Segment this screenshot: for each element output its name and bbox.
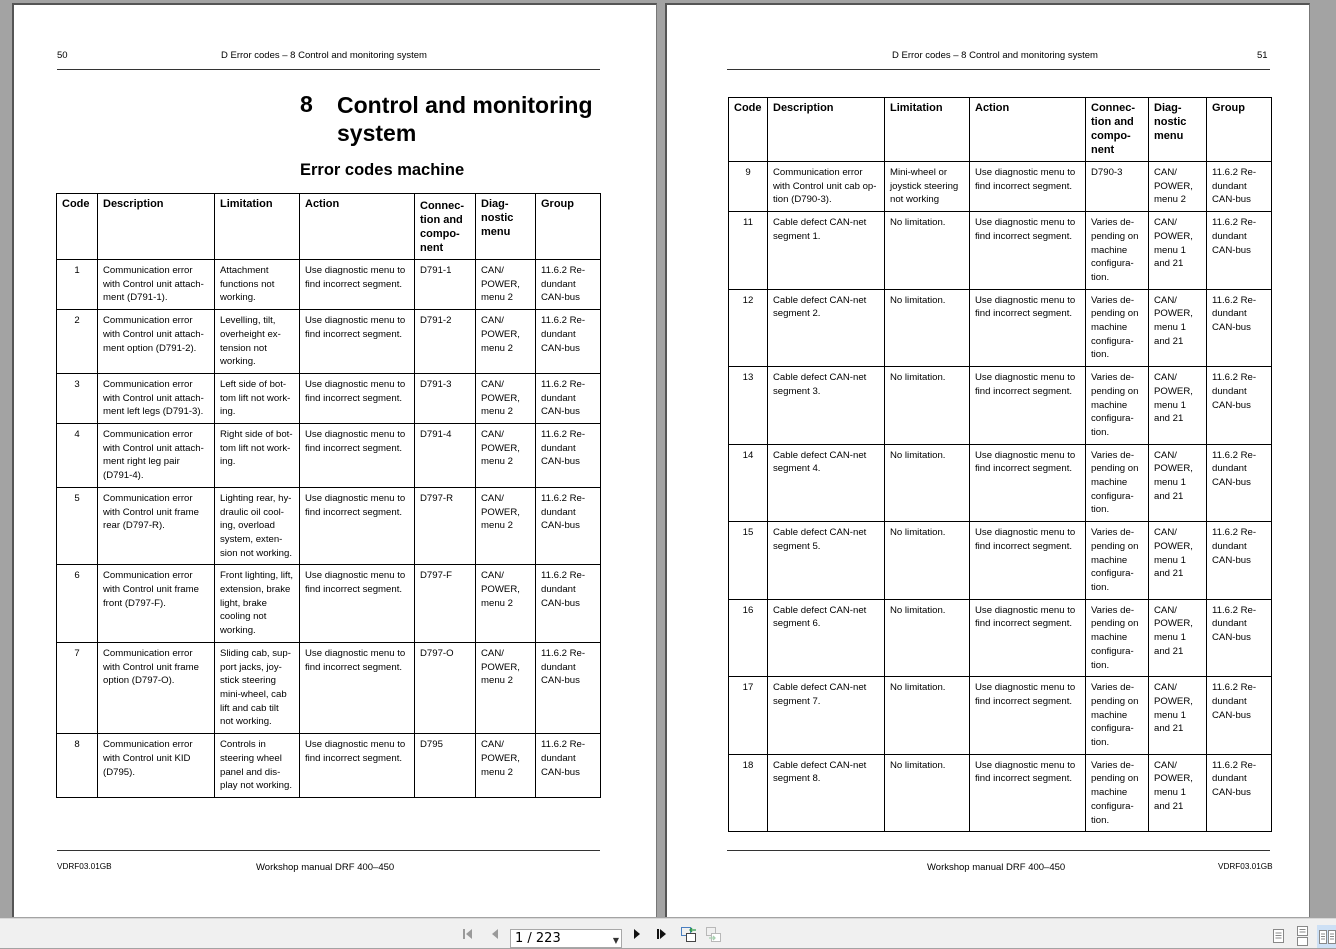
cell-code: 2: [57, 310, 98, 374]
cell-description: Communication error with Control unit attach-ment left legs (D791-3).: [98, 373, 215, 423]
previous-page-icon: [488, 927, 502, 941]
cell-diagnostic-menu: CAN/ POWER, menu 2: [476, 424, 536, 488]
cell-diagnostic-menu: CAN/ POWER, menu 1 and 21: [1149, 599, 1207, 677]
chapter-number: 8: [300, 91, 313, 117]
cell-diagnostic-menu: CAN/ POWER, menu 2: [1149, 162, 1207, 212]
table-row: [729, 522, 1272, 600]
first-page-button[interactable]: [460, 925, 478, 943]
footer-rule: [57, 850, 600, 851]
cell-description: Cable defect CAN-net segment 8.: [768, 754, 885, 832]
column-header-action: Action: [300, 194, 415, 260]
cell-limitation: No limitation.: [885, 367, 970, 445]
cell-code: 18: [729, 754, 768, 832]
cell-connection: Varies de-pending on machine configura-tion.: [1086, 754, 1149, 832]
cell-description: Communication error with Control unit attach-ment (D791-1).: [98, 260, 215, 310]
footer-document-code: VDRF03.01GB: [57, 862, 112, 871]
chapter-title: Control and monitoring system: [337, 92, 593, 146]
cell-code: 7: [57, 642, 98, 733]
column-header-code: Code: [729, 98, 768, 162]
next-page-icon: [630, 927, 644, 941]
column-header-action: Action: [970, 98, 1086, 162]
column-header-limitation: Limitation: [885, 98, 970, 162]
cell-action: Use diagnostic menu to find incorrect segment.: [970, 677, 1086, 755]
cell-description: Communication error with Control unit frame rear (D797-R).: [98, 487, 215, 565]
cell-action: Use diagnostic menu to find incorrect segment.: [300, 734, 415, 798]
next-page-button[interactable]: [628, 925, 646, 943]
page-number-input[interactable]: [510, 929, 622, 948]
footer-document-code: VDRF03.01GB: [1218, 862, 1273, 871]
table-row: [57, 373, 601, 423]
cell-action: Use diagnostic menu to find incorrect segment.: [970, 522, 1086, 600]
table-header-row: [57, 194, 601, 260]
cell-code: 11: [729, 212, 768, 290]
cell-diagnostic-menu: CAN/ POWER, menu 2: [476, 565, 536, 643]
two-page-view-icon: [1318, 928, 1336, 946]
cell-action: Use diagnostic menu to find incorrect segment.: [970, 367, 1086, 445]
document-page-left: [12, 3, 657, 917]
table-row: [729, 289, 1272, 367]
cell-limitation: No limitation.: [885, 754, 970, 832]
cell-description: Communication error with Control unit attach-ment right leg pair (D791-4).: [98, 424, 215, 488]
go-back-view-button[interactable]: [680, 925, 698, 943]
table-row: [729, 677, 1272, 755]
cell-diagnostic-menu: CAN/ POWER, menu 1 and 21: [1149, 212, 1207, 290]
table-row: [729, 162, 1272, 212]
cell-code: 13: [729, 367, 768, 445]
cell-code: 5: [57, 487, 98, 565]
cell-description: Cable defect CAN-net segment 5.: [768, 522, 885, 600]
cell-code: 4: [57, 424, 98, 488]
table-row: [57, 260, 601, 310]
cell-description: Cable defect CAN-net segment 7.: [768, 677, 885, 755]
table-header-row: [729, 98, 1272, 162]
column-header-code: Code: [57, 194, 98, 260]
cell-code: 12: [729, 289, 768, 367]
column-header-connection: [415, 194, 476, 260]
column-header-diagnostic-menu: Diag-nostic menu: [476, 194, 536, 260]
cell-description: Cable defect CAN-net segment 3.: [768, 367, 885, 445]
cell-diagnostic-menu: CAN/ POWER, menu 1 and 21: [1149, 522, 1207, 600]
cell-description: Communication error with Control unit frame front (D797-F).: [98, 565, 215, 643]
cell-diagnostic-menu: CAN/ POWER, menu 2: [476, 734, 536, 798]
error-codes-table: [56, 193, 601, 798]
table-row: [57, 487, 601, 565]
cell-group: 11.6.2 Re-dundant CAN-bus: [1207, 162, 1272, 212]
go-back-view-icon: [680, 925, 698, 943]
cell-diagnostic-menu: CAN/ POWER, menu 2: [476, 373, 536, 423]
cell-action: Use diagnostic menu to find incorrect segment.: [970, 444, 1086, 522]
cell-description: Communication error with Control unit attach-ment option (D791-2).: [98, 310, 215, 374]
two-page-view-button[interactable]: [1317, 925, 1336, 948]
cell-code: 8: [57, 734, 98, 798]
cell-description: Communication error with Control unit cab op-tion (D790-3).: [768, 162, 885, 212]
cell-action: Use diagnostic menu to find incorrect segment.: [300, 565, 415, 643]
cell-diagnostic-menu: CAN/ POWER, menu 1 and 21: [1149, 677, 1207, 755]
go-forward-view-icon: [705, 925, 723, 943]
cell-group: 11.6.2 Re-dundant CAN-bus: [536, 260, 601, 310]
table-row: [57, 310, 601, 374]
cell-limitation: Attachment functions not working.: [215, 260, 300, 310]
page-number: 51: [1257, 50, 1268, 61]
table-row: [729, 212, 1272, 290]
cell-diagnostic-menu: CAN/ POWER, menu 2: [476, 642, 536, 733]
first-page-icon: [462, 927, 476, 941]
cell-group: 11.6.2 Re-dundant CAN-bus: [1207, 677, 1272, 755]
cell-connection: Varies de-pending on machine configura-tion.: [1086, 289, 1149, 367]
cell-connection: D791-3: [415, 373, 476, 423]
cell-description: Cable defect CAN-net segment 4.: [768, 444, 885, 522]
table-row: [729, 444, 1272, 522]
single-page-view-button[interactable]: [1270, 927, 1288, 945]
header-rule: [57, 69, 600, 70]
cell-action: Use diagnostic menu to find incorrect segment.: [300, 373, 415, 423]
running-header: D Error codes – 8 Control and monitoring system: [892, 50, 1098, 61]
column-header-group: Group: [1207, 98, 1272, 162]
cell-connection: Varies de-pending on machine configura-tion.: [1086, 444, 1149, 522]
cell-connection: D791-4: [415, 424, 476, 488]
cell-diagnostic-menu: CAN/ POWER, menu 2: [476, 260, 536, 310]
cell-description: Cable defect CAN-net segment 2.: [768, 289, 885, 367]
page-dropdown-icon[interactable]: ▼: [612, 936, 619, 945]
cell-action: Use diagnostic menu to find incorrect segment.: [300, 424, 415, 488]
cell-connection: Varies de-pending on machine configura-tion.: [1086, 367, 1149, 445]
cell-action: Use diagnostic menu to find incorrect segment.: [970, 599, 1086, 677]
footer-manual-title: Workshop manual DRF 400–450: [927, 862, 1066, 873]
cell-description: Communication error with Control unit frame option (D797-O).: [98, 642, 215, 733]
cell-action: Use diagnostic menu to find incorrect segment.: [300, 310, 415, 374]
cell-limitation: No limitation.: [885, 444, 970, 522]
cell-connection: D795: [415, 734, 476, 798]
cell-limitation: Levelling, tilt, overheight ex-tension not working.: [215, 310, 300, 374]
cell-code: 14: [729, 444, 768, 522]
column-header-description: Description: [98, 194, 215, 260]
table-row: [729, 599, 1272, 677]
cell-group: 11.6.2 Re-dundant CAN-bus: [536, 642, 601, 733]
cell-action: Use diagnostic menu to find incorrect segment.: [300, 642, 415, 733]
column-header-limitation: Limitation: [215, 194, 300, 260]
cell-group: 11.6.2 Re-dundant CAN-bus: [536, 424, 601, 488]
cell-limitation: Left side of bot-tom lift not work-ing.: [215, 373, 300, 423]
cell-code: 16: [729, 599, 768, 677]
footer-rule: [727, 850, 1270, 851]
cell-diagnostic-menu: CAN/ POWER, menu 1 and 21: [1149, 444, 1207, 522]
cell-limitation: No limitation.: [885, 599, 970, 677]
column-header-description: Description: [768, 98, 885, 162]
cell-group: 11.6.2 Re-dundant CAN-bus: [1207, 522, 1272, 600]
section-title: Error codes machine: [300, 161, 465, 179]
last-page-icon: [655, 927, 669, 941]
cell-group: 11.6.2 Re-dundant CAN-bus: [1207, 754, 1272, 832]
cell-limitation: No limitation.: [885, 522, 970, 600]
cell-connection: D791-2: [415, 310, 476, 374]
cell-code: 3: [57, 373, 98, 423]
table-row: [729, 754, 1272, 832]
cell-limitation: Sliding cab, sup-port jacks, joy-stick steering mini-wheel, cab lift and cab tilt not working.: [215, 642, 300, 733]
cell-group: 11.6.2 Re-dundant CAN-bus: [1207, 367, 1272, 445]
cell-connection: Varies de-pending on machine configura-tion.: [1086, 599, 1149, 677]
error-codes-table-continued: [728, 97, 1272, 832]
cell-group: 11.6.2 Re-dundant CAN-bus: [1207, 212, 1272, 290]
continuous-view-button[interactable]: [1294, 927, 1312, 945]
cell-connection: D797-R: [415, 487, 476, 565]
cell-group: 11.6.2 Re-dundant CAN-bus: [536, 310, 601, 374]
cell-diagnostic-menu: CAN/ POWER, menu 2: [476, 487, 536, 565]
cell-diagnostic-menu: CAN/ POWER, menu 1 and 21: [1149, 367, 1207, 445]
cell-limitation: Lighting rear, hy-draulic oil cool-ing, overload system, exten-sion not working.: [215, 487, 300, 565]
cell-diagnostic-menu: CAN/ POWER, menu 1 and 21: [1149, 754, 1207, 832]
cell-code: 1: [57, 260, 98, 310]
cell-description: Cable defect CAN-net segment 6.: [768, 599, 885, 677]
cell-group: 11.6.2 Re-dundant CAN-bus: [536, 565, 601, 643]
continuous-view-icon: [1296, 926, 1310, 946]
cell-connection: Varies de-pending on machine configura-tion.: [1086, 677, 1149, 755]
cell-code: 6: [57, 565, 98, 643]
viewer-toolbar: [0, 918, 1336, 948]
cell-action: Use diagnostic menu to find incorrect segment.: [970, 212, 1086, 290]
header-connection-text: Connec-tion and compo-nent: [420, 200, 464, 254]
cell-code: 17: [729, 677, 768, 755]
cell-limitation: Controls in steering wheel panel and dis-play not working.: [215, 734, 300, 798]
previous-page-button[interactable]: [486, 925, 504, 943]
table-row: [57, 565, 601, 643]
cell-diagnostic-menu: CAN/ POWER, menu 1 and 21: [1149, 289, 1207, 367]
cell-connection: Varies de-pending on machine configura-tion.: [1086, 212, 1149, 290]
cell-connection: D797-O: [415, 642, 476, 733]
cell-code: 9: [729, 162, 768, 212]
cell-action: Use diagnostic menu to find incorrect segment.: [300, 487, 415, 565]
cell-group: 11.6.2 Re-dundant CAN-bus: [536, 734, 601, 798]
header-rule: [727, 69, 1270, 70]
cell-group: 11.6.2 Re-dundant CAN-bus: [1207, 289, 1272, 367]
cell-description: Communication error with Control unit KID (D795).: [98, 734, 215, 798]
document-page-right: [665, 3, 1310, 917]
cell-description: Cable defect CAN-net segment 1.: [768, 212, 885, 290]
column-header-connection: Connec-tion and compo-nent: [1086, 98, 1149, 162]
cell-group: 11.6.2 Re-dundant CAN-bus: [536, 487, 601, 565]
single-page-view-icon: [1272, 927, 1286, 945]
cell-action: Use diagnostic menu to find incorrect segment.: [970, 162, 1086, 212]
last-page-button[interactable]: [653, 925, 671, 943]
cell-connection: Varies de-pending on machine configura-tion.: [1086, 522, 1149, 600]
cell-action: Use diagnostic menu to find incorrect segment.: [970, 289, 1086, 367]
cell-limitation: No limitation.: [885, 212, 970, 290]
page-number: 50: [57, 50, 68, 61]
table-row: [57, 424, 601, 488]
cell-action: Use diagnostic menu to find incorrect segment.: [970, 754, 1086, 832]
table-row: [729, 367, 1272, 445]
column-header-diagnostic-menu: Diag-nostic menu: [1149, 98, 1207, 162]
cell-limitation: Front lighting, lift, extension, brake light, brake cooling not working.: [215, 565, 300, 643]
footer-manual-title: Workshop manual DRF 400–450: [256, 862, 395, 873]
table-row: [57, 642, 601, 733]
cell-diagnostic-menu: CAN/ POWER, menu 2: [476, 310, 536, 374]
cell-action: Use diagnostic menu to find incorrect segment.: [300, 260, 415, 310]
table-row: [57, 734, 601, 798]
cell-connection: D790-3: [1086, 162, 1149, 212]
cell-group: 11.6.2 Re-dundant CAN-bus: [1207, 599, 1272, 677]
go-forward-view-button[interactable]: [705, 925, 723, 943]
cell-limitation: No limitation.: [885, 677, 970, 755]
column-header-group: Group: [536, 194, 601, 260]
cell-connection: D791-1: [415, 260, 476, 310]
running-header: D Error codes – 8 Control and monitoring system: [221, 50, 427, 61]
cell-limitation: No limitation.: [885, 289, 970, 367]
page-indicator-text: 1 / 223: [515, 931, 561, 946]
cell-connection: D797-F: [415, 565, 476, 643]
cell-code: 15: [729, 522, 768, 600]
cell-limitation: Right side of bot-tom lift not work-ing.: [215, 424, 300, 488]
cell-limitation: Mini-wheel or joystick steering not working: [885, 162, 970, 212]
cell-group: 11.6.2 Re-dundant CAN-bus: [1207, 444, 1272, 522]
cell-group: 11.6.2 Re-dundant CAN-bus: [536, 373, 601, 423]
